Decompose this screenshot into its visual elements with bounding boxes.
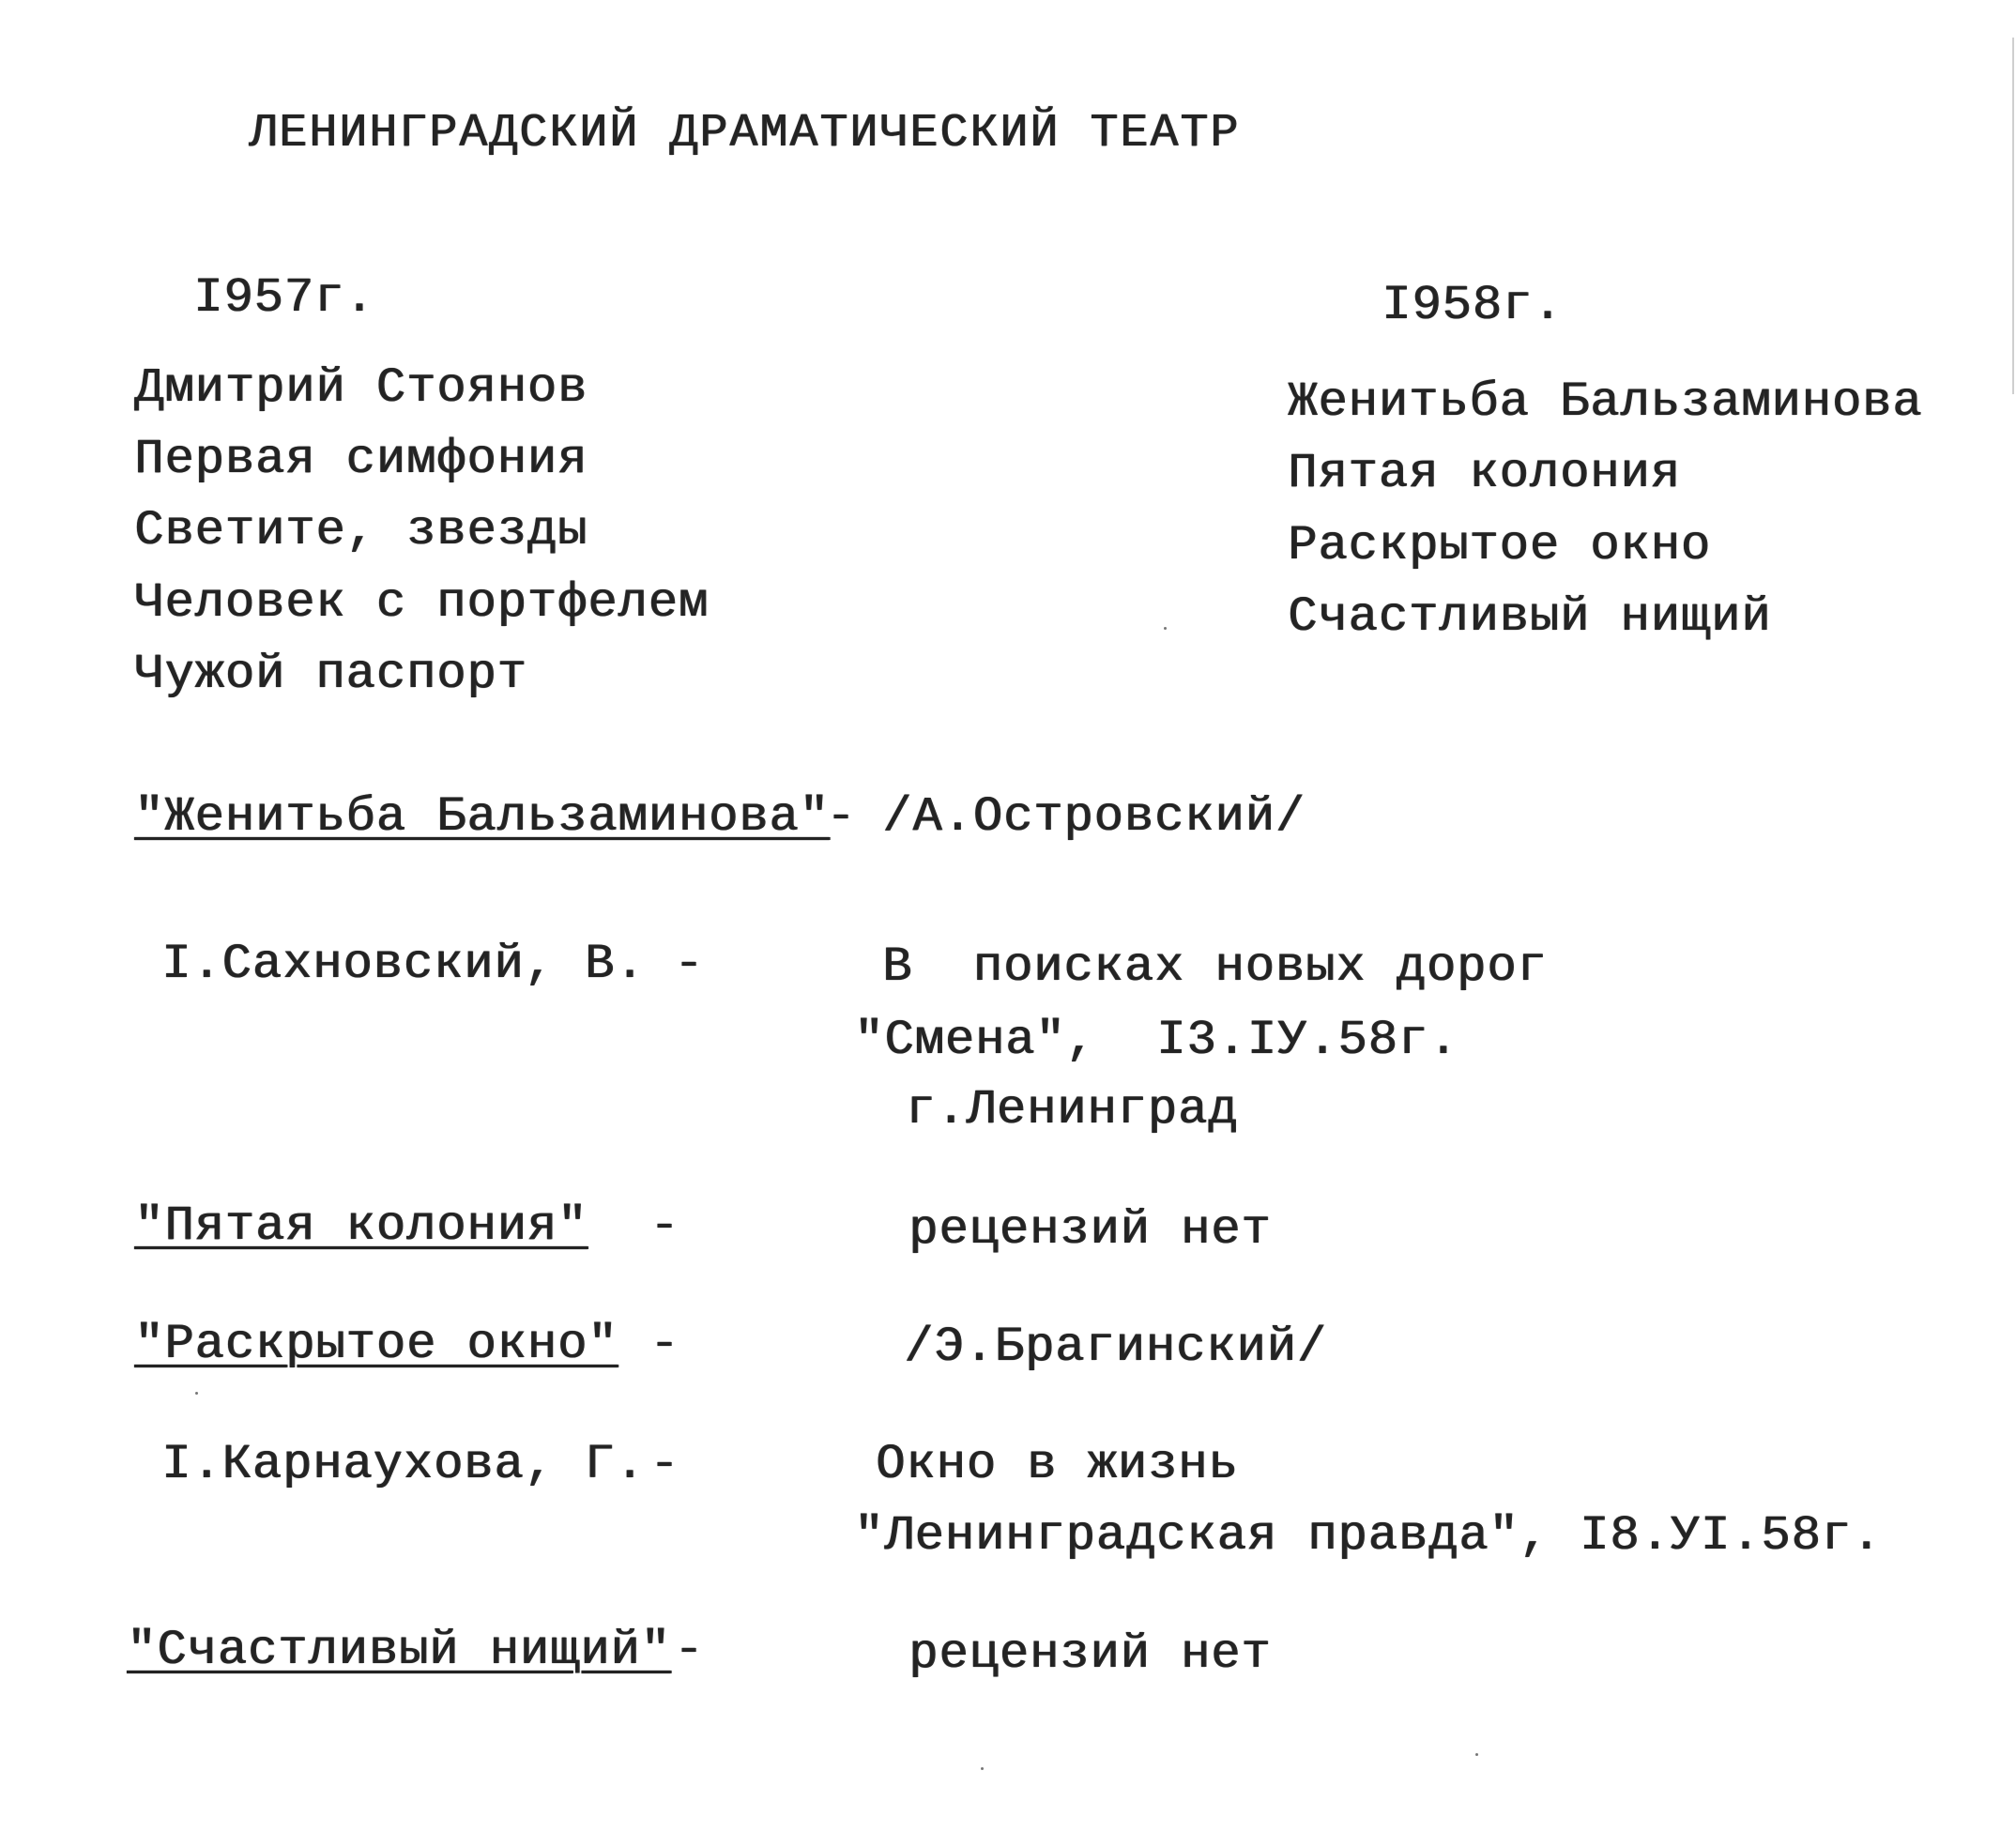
entry-dash: -: [674, 1623, 705, 1678]
review-publication: "Ленинградская правда", I8.УI.58г.: [854, 1508, 1882, 1564]
review-city: г.Ленинград: [906, 1082, 1239, 1137]
entry-play-title: "Пятая колония": [134, 1198, 588, 1254]
document-title: ЛЕНИНГРАДСКИЙ ДРАМАТИЧЕСКИЙ ТЕАТР: [249, 107, 1241, 160]
scan-speck: [195, 1392, 198, 1395]
play-list-item: Светите, звезды: [134, 503, 588, 558]
review-article-title: В поисках новых дорог: [882, 939, 1548, 995]
review-dash: -: [649, 1437, 680, 1492]
review-author: I.Сахновский, В.: [161, 937, 646, 992]
review-publication: "Смена", I3.IУ.58г.: [854, 1013, 1459, 1068]
entry-author-note: /А.Островский/: [882, 789, 1306, 845]
entry-note: рецензий нет: [909, 1626, 1272, 1682]
review-author: I.Карнаухова, Г.: [161, 1437, 646, 1492]
entry-dash: -: [649, 1198, 680, 1254]
play-list-item: Раскрытое окно: [1288, 518, 1711, 573]
entry-dash: -: [826, 789, 857, 845]
play-list-item: Дмитрий Стоянов: [134, 360, 588, 416]
entry-author-note: /Э.Брагинский/: [904, 1320, 1327, 1375]
scan-speck: [981, 1767, 984, 1770]
play-list-item: Первая симфония: [134, 432, 588, 487]
scan-speck: [1475, 1753, 1478, 1756]
entry-dash: -: [649, 1317, 680, 1372]
review-dash: -: [674, 937, 705, 992]
play-list-item: Пятая колония: [1288, 446, 1681, 501]
play-list-item: Человек с портфелем: [134, 575, 709, 631]
scan-edge-line: [2012, 38, 2014, 394]
play-list-item: Женитьба Бальзаминова: [1288, 374, 1923, 430]
play-list-item: Счастливый нищий: [1288, 589, 1772, 645]
entry-note: рецензий нет: [909, 1202, 1272, 1258]
entry-play-title: "Женитьба Бальзаминова": [134, 789, 830, 845]
review-article-title: Окно в жизнь: [876, 1437, 1239, 1492]
entry-play-title: "Счастливый нищий": [127, 1623, 671, 1678]
entry-play-title: "Раскрытое окно": [134, 1317, 619, 1372]
year-1958: I958г.: [1382, 278, 1564, 333]
play-list-item: Чужой паспорт: [134, 647, 527, 702]
year-1957: I957г.: [193, 270, 375, 326]
scan-speck: [1164, 627, 1167, 630]
